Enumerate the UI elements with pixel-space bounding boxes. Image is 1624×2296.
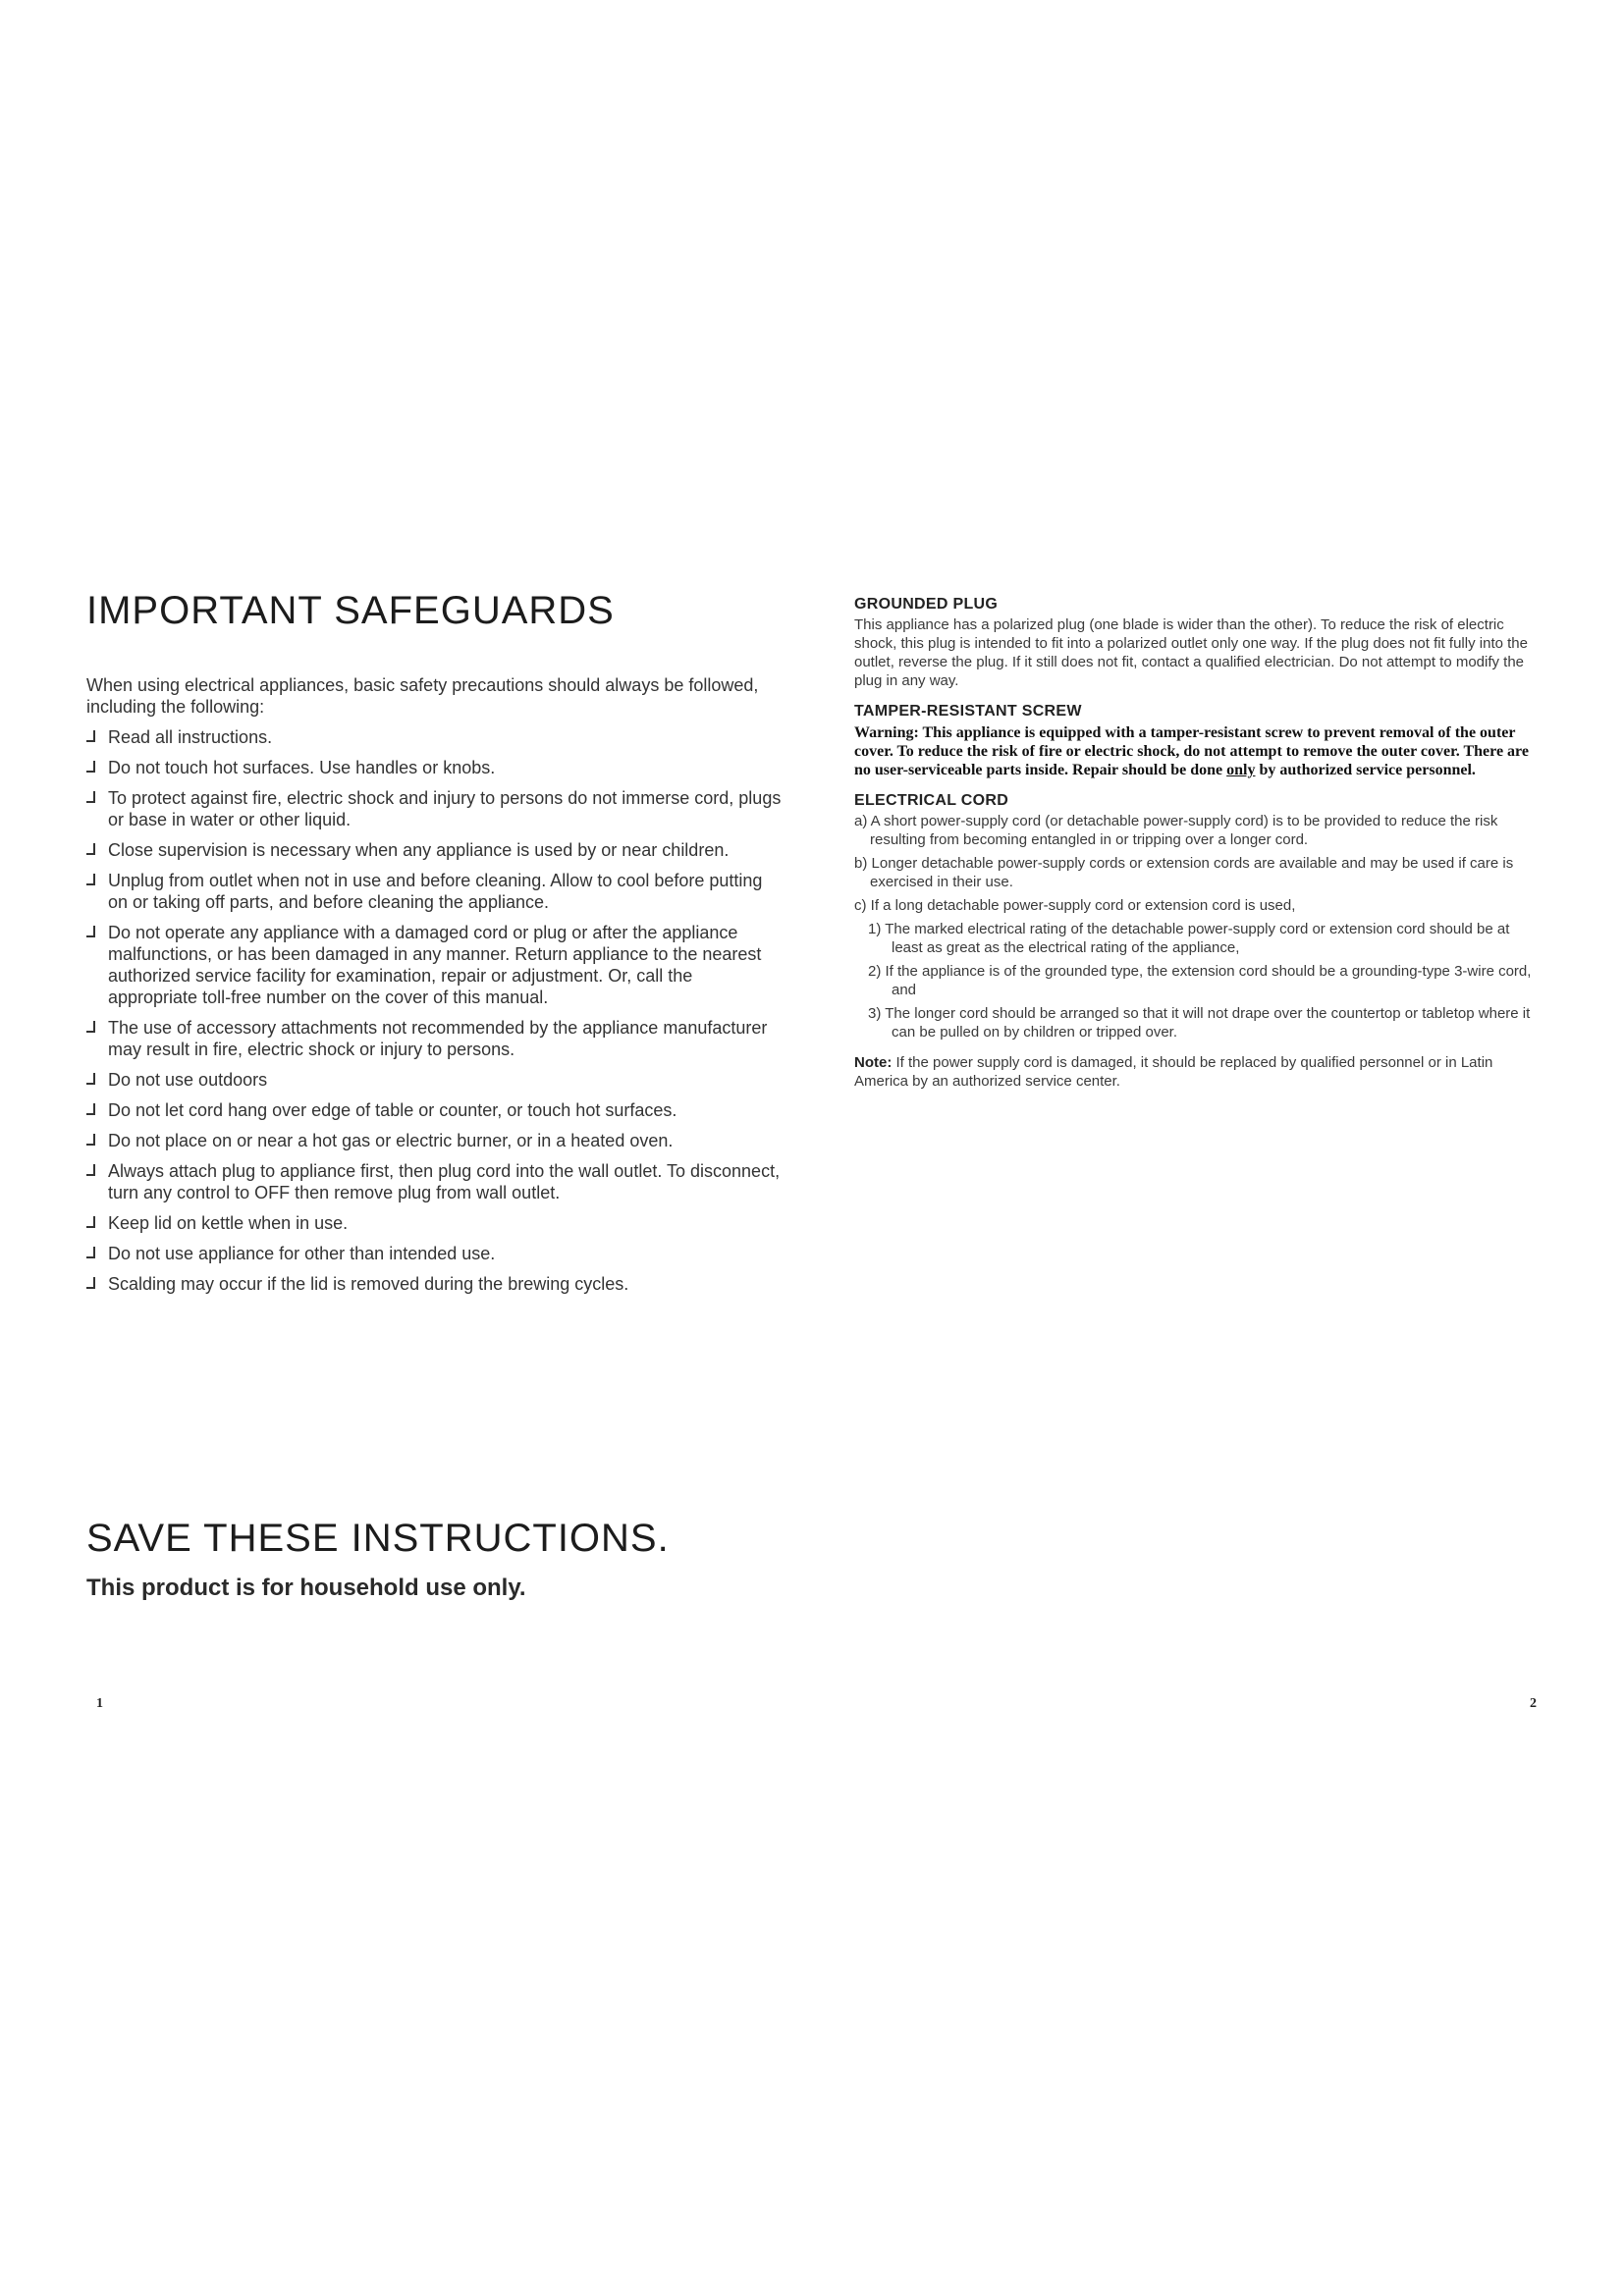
- save-section: [86, 1517, 833, 1602]
- list-item: Scalding may occur if the lid is removed during the brewing cycles.: [86, 1273, 784, 1295]
- right-column: [854, 596, 1542, 1091]
- tamper-section: [854, 703, 1542, 779]
- intro-text: When using electrical appliances, basic safety precautions should always be followed, including the following:: [86, 675, 759, 717]
- checkbox-bullet-icon: [86, 791, 95, 803]
- list-item: The use of accessory attachments not recommended by the appliance manufacturer may result in fire, electric shock or injury to persons.: [86, 1017, 784, 1060]
- checkbox-bullet-icon: [86, 926, 95, 937]
- list-item: Do not operate any appliance with a damaged cord or plug or after the appliance malfunctions, or has been damaged in any manner. Return appliance to the nearest authorized service facility for examination, repair or adjustment. Or, call the appropriate toll-free number on the cover of this manual.: [86, 922, 784, 1008]
- checkbox-bullet-icon: [86, 874, 95, 885]
- checkbox-bullet-icon: [86, 1277, 95, 1289]
- electrical-cord-title: ELECTRICAL CORD: [854, 792, 1009, 809]
- left-column: [86, 589, 784, 1295]
- grounded-plug-text: This appliance has a polarized plug (one blade is wider than the other). To reduce the risk of electric shock, this plug is intended to fit into a polarized outlet only one way. If the plug does not fit fully into the outlet, reverse the plug. If it still does not fit, contact a qualified electrician. Do not attempt to modify the plug in any way.: [854, 616, 1528, 689]
- list-item: Do not touch hot surfaces. Use handles or knobs.: [86, 757, 784, 778]
- safeguard-list: [86, 726, 784, 1295]
- checkbox-bullet-icon: [86, 1103, 95, 1115]
- cord-item-c: c) If a long detachable power-supply cord or extension cord is used,: [854, 897, 1296, 914]
- cord-item-a: a) A short power-supply cord (or detachable power-supply cord) is to be provided to reduce the risk resulting from becoming entangled in or tripping over a longer cord.: [854, 813, 1498, 848]
- tamper-warning: Warning: This appliance is equipped with a tamper-resistant screw to prevent removal of the outer cover. To reduce the risk of fire or electric shock, do not attempt to remove the outer cover. There are no user-serviceable parts inside. Repair should be done only by authorized service personnel.: [854, 724, 1529, 778]
- cord-item-c2: 2) If the appliance is of the grounded type, the extension cord should be a grounding-type 3-wire cord, and: [868, 963, 1532, 998]
- list-item: Close supervision is necessary when any appliance is used by or near children.: [86, 839, 784, 861]
- cord-item-c3: 3) The longer cord should be arranged so that it will not drape over the countertop or tabletop where it can be pulled on by children or tripped over.: [868, 1005, 1531, 1041]
- checkbox-bullet-icon: [86, 843, 95, 855]
- list-item: Do not use outdoors: [86, 1069, 784, 1091]
- checkbox-bullet-icon: [86, 1247, 95, 1258]
- checkbox-bullet-icon: [86, 761, 95, 773]
- list-item: Do not use appliance for other than intended use.: [86, 1243, 784, 1264]
- power-cord-note: Note: If the power supply cord is damaged, it should be replaced by qualified personnel or in Latin America by an authorized service center.: [854, 1054, 1493, 1090]
- page-number-right: 2: [1530, 1696, 1537, 1711]
- checkbox-bullet-icon: [86, 1021, 95, 1033]
- checkbox-bullet-icon: [86, 1164, 95, 1176]
- cord-item-b: b) Longer detachable power-supply cords or extension cords are available and may be used if care is exercised in their use.: [854, 855, 1514, 890]
- page-number-left: 1: [96, 1696, 103, 1711]
- list-item: Do not let cord hang over edge of table or counter, or touch hot surfaces.: [86, 1099, 784, 1121]
- list-item: Read all instructions.: [86, 726, 784, 748]
- checkbox-bullet-icon: [86, 1134, 95, 1146]
- household-use-note: This product is for household use only.: [86, 1575, 526, 1601]
- checkbox-bullet-icon: [86, 1073, 95, 1085]
- list-item: Keep lid on kettle when in use.: [86, 1212, 784, 1234]
- page-title: IMPORTANT SAFEGUARDS: [86, 589, 615, 632]
- list-item: Do not place on or near a hot gas or electric burner, or in a heated oven.: [86, 1130, 784, 1151]
- grounded-plug-title: GROUNDED PLUG: [854, 596, 999, 613]
- cord-item-c1: 1) The marked electrical rating of the detachable power-supply cord or extension cord should be at least as great as the electrical rating of the appliance,: [868, 921, 1510, 956]
- tamper-title: TAMPER-RESISTANT SCREW: [854, 703, 1082, 720]
- list-item: Always attach plug to appliance first, then plug cord into the wall outlet. To disconnect, turn any control to OFF then remove plug from wall outlet.: [86, 1160, 784, 1203]
- list-item: Unplug from outlet when not in use and before cleaning. Allow to cool before putting on or taking off parts, and before cleaning the appliance.: [86, 870, 784, 913]
- grounded-plug-section: [854, 596, 1542, 690]
- checkbox-bullet-icon: [86, 1216, 95, 1228]
- checkbox-bullet-icon: [86, 730, 95, 742]
- list-item: To protect against fire, electric shock and injury to persons do not immerse cord, plugs or base in water or other liquid.: [86, 787, 784, 830]
- save-instructions-title: SAVE THESE INSTRUCTIONS.: [86, 1517, 670, 1560]
- electrical-cord-section: [854, 792, 1542, 1041]
